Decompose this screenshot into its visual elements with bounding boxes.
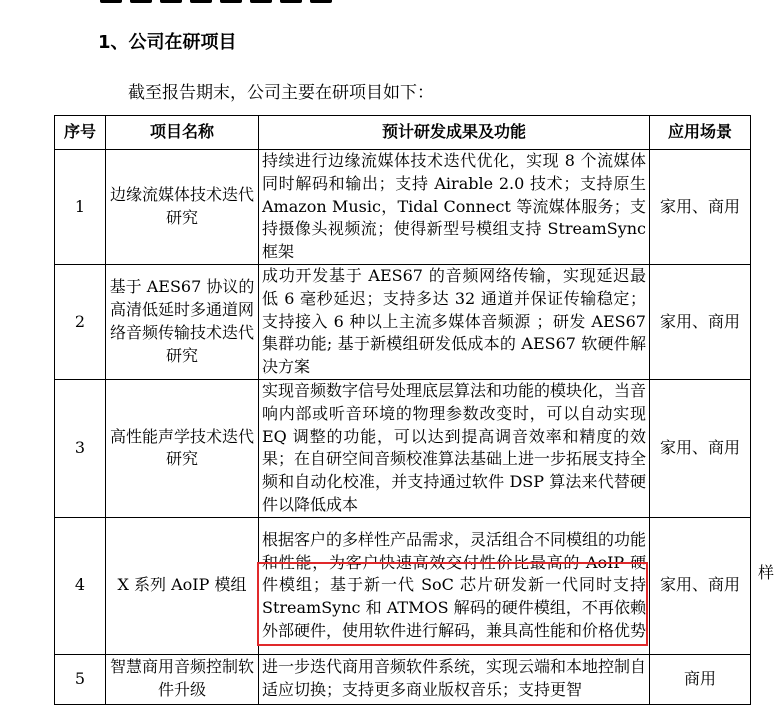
row-scene: 商用 xyxy=(650,654,751,704)
header-scene: 应用场景 xyxy=(650,116,751,150)
table-row xyxy=(55,654,751,704)
row-name: X 系列 AoIP 模组 xyxy=(106,517,259,654)
row-desc: 进一步迭代商用音频软件系统，实现云端和本地控制自适应切换；支持更多商业版权音乐；支持更智 xyxy=(259,654,650,704)
row-name: 智慧商用音频控制软件升级 xyxy=(106,654,259,704)
row-name: 边缘流媒体技术迭代研究 xyxy=(106,150,259,265)
header-desc: 预计研发成果及功能 xyxy=(259,116,650,150)
adjacent-column-fragment: 样 xyxy=(758,563,774,582)
table-row xyxy=(55,517,751,654)
previous-line-fragment xyxy=(100,0,390,6)
table-row xyxy=(55,150,751,265)
table-row xyxy=(55,265,751,380)
row-name: 高性能声学技术迭代研究 xyxy=(106,380,259,518)
row-desc: 持续进行边缘流媒体技术迭代优化，实现 8 个流媒体同时解码和输出；支持 Airable 2.0 技术；支持原生 Amazon Music，Tidal Connect 等流媒体服务；支持摄像头视频流；使得新型号模组支持 StreamSync 框架 xyxy=(259,150,650,265)
row-desc: 实现音频数字信号处理底层算法和功能的模块化，当音响内部或听音环境的物理参数改变时，可以自动实现 EQ 调整的功能，可以达到提高调音效率和精度的效果；在自研空间音频校准算法基础上进一步拓展支持全频和自动化校准，并支持通过软件 DSP 算法来代替硬件以降低成本 xyxy=(259,380,650,518)
section-heading: 1、公司在研项目 xyxy=(98,32,237,53)
row-scene: 家用、商用 xyxy=(650,265,751,380)
table-row xyxy=(55,380,751,518)
row-no: 1 xyxy=(55,150,106,265)
table-header-row xyxy=(55,116,751,150)
intro-paragraph: 截至报告期末，公司主要在研项目如下： xyxy=(128,83,434,103)
row-name: 基于 AES67 协议的高清低延时多通道网络音频传输技术迭代研究 xyxy=(106,265,259,380)
row-desc: 根据客户的多样性产品需求，灵活组合不同模组的功能和性能，为客户快速高效交付性价比最高的 AoIP 硬件模组；基于新一代 SoC 芯片研发新一代同时支持 StreamSync 和 ATMOS 解码的硬件模组，不再依赖外部硬件，使用软件进行解码，兼具高性能和价格优势 xyxy=(259,517,650,654)
header-no: 序号 xyxy=(55,116,106,150)
row-no: 3 xyxy=(55,380,106,518)
header-name: 项目名称 xyxy=(106,116,259,150)
row-scene: 家用、商用 xyxy=(650,517,751,654)
research-projects-table xyxy=(54,115,751,705)
row-desc: 成功开发基于 AES67 的音频网络传输，实现延迟最低 6 毫秒延迟；支持多达 32 通道并保证传输稳定；支持接入 6 种以上主流多媒体音频源 ；研发 AES67 集群功能; 基于新模组研发低成本的 AES67 软硬件解决方案 xyxy=(259,265,650,380)
row-no: 5 xyxy=(55,654,106,704)
row-scene: 家用、商用 xyxy=(650,380,751,518)
row-scene: 家用、商用 xyxy=(650,150,751,265)
row-no: 2 xyxy=(55,265,106,380)
row-no: 4 xyxy=(55,517,106,654)
